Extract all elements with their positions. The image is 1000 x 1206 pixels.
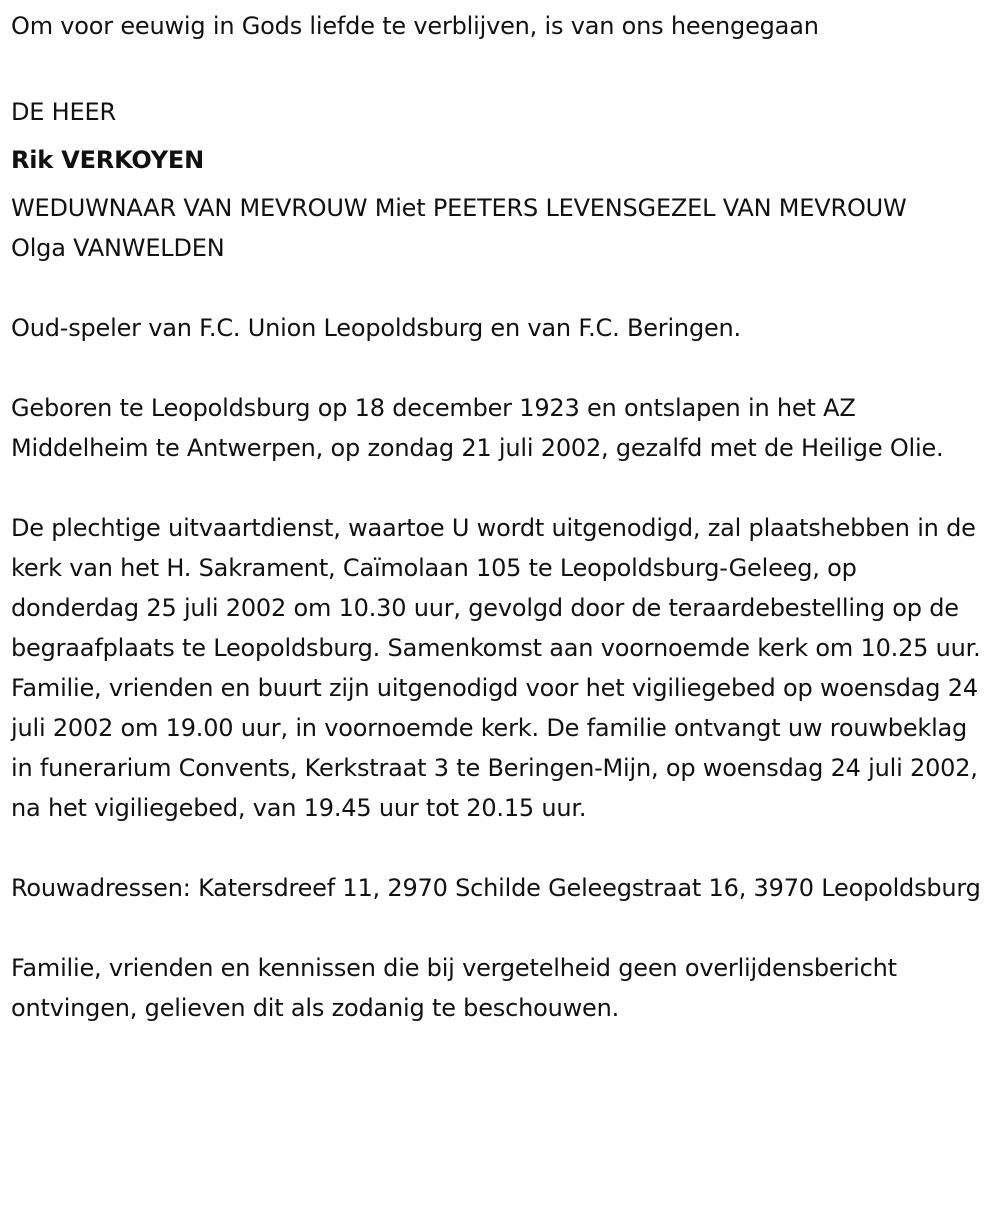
former-player-text: Oud-speler van F.C. Union Leopoldsburg en van F.C. Beringen. [11,314,741,342]
spacer [11,828,989,868]
mourning-addresses: Rouwadressen: Katersdreef 11, 2970 Schilde Geleegstraat 16, 3970 Leopoldsburg [11,874,981,902]
deceased-name: Rik VERKOYEN [11,146,204,174]
honorific-title: DE HEER [11,98,116,126]
closing-text: Familie, vrienden en kennissen die bij vergetelheid geen overlijdensbericht ontvingen, gelieven dit als zodanig te beschouwen. [11,954,897,1022]
partner-name: Olga VANWELDEN [11,234,225,262]
spacer [11,348,989,388]
funeral-service-text: De plechtige uitvaartdienst, waartoe U wordt uitgenodigd, zal plaatshebben in de kerk van het H. Sakrament, Caïmolaan 105 te Leopoldsburg-Geleeg, op donderdag 25 juli 2002 om 10.30 uur, gevolgd door de teraardebestelling op de begraafplaats te Leopoldsburg. Samenkomst aan voornoemde kerk om 10.25 uur. Familie, vrienden en buurt zijn uitgenodigd voor het vigiliegebed op woensdag 24 juli 2002 om 19.00 uur, in voornoemde kerk. De familie ontvangt uw rouwbeklag in funerarium Convents, Kerkstraat 3 te Beringen-Mijn, op woensdag 24 juli 2002, na het vigiliegebed, van 19.45 uur tot 20.15 uur. [11,514,981,822]
spouse-line: WEDUWNAAR VAN MEVROUW Miet PEETERS LEVENSGEZEL VAN MEVROUW [11,194,907,222]
death-notice [11,6,989,1028]
intro-text: Om voor eeuwig in Gods liefde te verblijven, is van ons heengegaan [11,12,819,40]
spacer [11,46,989,86]
spacer [11,908,989,948]
spacer [11,468,989,508]
spacer [11,268,989,308]
birth-death-text: Geboren te Leopoldsburg op 18 december 1923 en ontslapen in het AZ Middelheim te Antwerpen, op zondag 21 juli 2002, gezalfd met de Heilige Olie. [11,394,944,462]
